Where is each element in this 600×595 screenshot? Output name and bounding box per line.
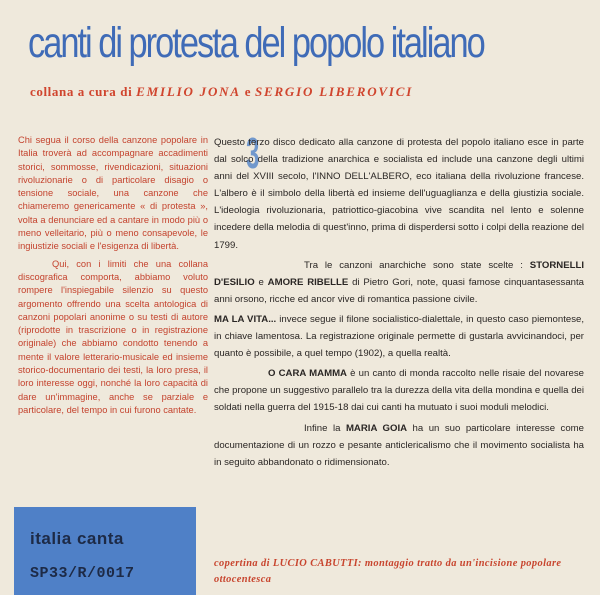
notes-paragraph-4 — [214, 365, 584, 416]
notes-column — [214, 129, 585, 474]
credits-prefix: collana a cura di — [30, 84, 133, 99]
page-title: canti di protesta del popolo italiano — [28, 19, 484, 67]
cover-credit: copertina di LUCIO CABUTTI: montaggio tratto da un'incisione popolare ottocentesca — [214, 558, 562, 585]
p4-rest: è un canto di monda raccolto nelle risaie del novarese che propone un suggestivo parallelo tra la durezza della vita della mondina e quella dei soldati nella guerra del 1915-18 dai cui canti ha mutuato i suoi moduli melodici. — [214, 368, 584, 414]
editor-name-1: EMILIO JONA — [136, 84, 241, 99]
catalog-number: SP33/R/0017 — [30, 565, 135, 582]
series-name: italia canta — [30, 529, 124, 548]
song-title-o-cara-mamma: O CARA MAMMA — [268, 368, 347, 380]
p2-intro: Tra le canzoni anarchiche sono state scelte : — [304, 259, 523, 271]
song-title-maria-goia: MARIA GOIA — [345, 422, 408, 434]
disc-number: 3 — [246, 129, 260, 178]
song-title-amore-ribelle: AMORE RIBELLE — [267, 276, 349, 288]
series-badge — [14, 507, 196, 595]
credits-conjunction: e — [244, 84, 252, 99]
song-title-stornelli: STORNELLI D'ESILIO — [214, 259, 584, 288]
notes-paragraph-2 — [214, 257, 584, 308]
editor-name-2: SERGIO LIBEROVICI — [254, 84, 414, 99]
notes-paragraph-5 — [214, 420, 584, 471]
p3-rest: invece segue il filone socialistico-dialettale, in questo caso piemontese, in chiave lamentosa. La registrazione originale permette di gustarla avvicinandoci, per quanto è possibile, a quel tempo (1902), a quella realtà. — [214, 313, 584, 360]
p5-rest: ha un suo particolare interesse come documentazione di un rozzo e pesante anticlericalismo che il movimento socialista ha in seguito abbandonato o ridimensionato. — [214, 422, 584, 468]
intro-paragraph-2: Qui, con i limiti che una collana discografica comporta, abbiamo voluto rompere l'inspiegabile silenzio su questo argomento offrendo una scelta antologica di canzoni popolari anonime o su testi di autore (riprodotte in trascrizione o in registrazione originale) che abbiamo condotto tenendo a mente il valore letterario-musicale ed insieme storico-documentario dei testi, la loro presa, il loro interesse oggi, nonché la loro capacità di dare un'immagine, anche se parziale e particolare, del tempo in cui furono cantate. — [18, 258, 208, 415]
intro-paragraph-1: Chi segua il corso della canzone popolare in Italia troverà ad accompagnare accadimenti storici, sommosse, rivendicazioni, situazioni rivoluzionarie o di particolare disagio o tensione sociale, una canzone che chiameremo genericamente « di protesta », volta a denunciare ed a cantare in modo più o meno velleitario, più o meno consapevole, le ingiustizie sociali e l'esigenza di libertà. — [18, 135, 208, 252]
p2-and: e — [258, 276, 264, 288]
notes-paragraph-3 — [214, 311, 584, 362]
series-credits — [30, 84, 590, 100]
p2-rest: di Pietro Gori, note, quasi famose cinquantasessanta anni orsono, ricche ed ancor vive di romantica passione civile. — [214, 276, 585, 305]
p5-intro: Infine la — [304, 422, 341, 434]
notes-paragraph-1: Questo terzo disco dedicato alla canzone di protesta del popolo italiano esce in parte dal solco della tradizione anarchica e socialista ed include una canzone degli ultimi anni del XVIII secolo, l'INNO DELL'ALBERO, eco italiana della rivoluzione francese. L'albero è il simbolo della libertà ed insieme dell'uguaglianza e della giustizia sociale. L'ideologia rivoluzionaria, patriottico-giacobina vive scandita nel lento e solenne incedere della melodia di quest'inno, prima di disperdersi sotto i colpi della reazione del 1799. — [214, 137, 584, 251]
song-title-ma-la-vita: MA LA VITA... — [214, 313, 277, 325]
intro-column — [18, 134, 208, 421]
